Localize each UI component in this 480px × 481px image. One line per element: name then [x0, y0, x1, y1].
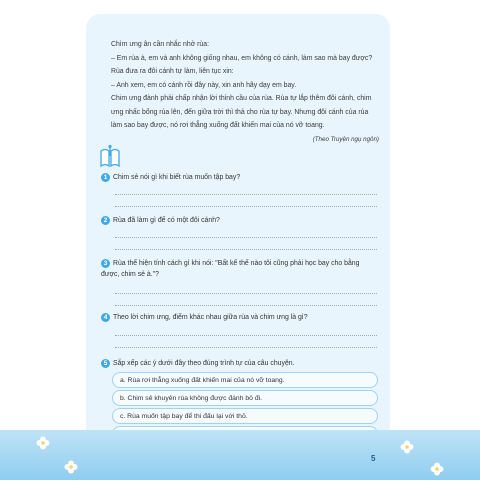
answer-line[interactable] — [115, 249, 377, 250]
story-source: (Theo Truyện ngụ ngôn) — [312, 135, 379, 143]
order-option-c[interactable]: c. Rùa muốn tập bay để thi đấu lại với thỏ. — [112, 408, 378, 424]
question-number: 3 — [101, 259, 110, 268]
question-number: 2 — [101, 216, 110, 225]
answer-line[interactable] — [115, 194, 377, 195]
question-number: 5 — [101, 359, 110, 368]
question-3 — [101, 258, 373, 281]
page-number: 5 — [371, 454, 376, 463]
story-paragraph: Chìm ưng ân cần nhắc nhở rùa: — [111, 41, 209, 48]
question-text: Rùa đã làm gì để có một đôi cánh? — [113, 217, 220, 224]
question-number: 1 — [101, 173, 110, 182]
question-text: Sắp xếp các ý dưới đây theo đúng trình tự của câu chuyện. — [113, 360, 295, 367]
flower-icon — [64, 460, 78, 474]
question-text: Rùa thể hiện tính cách gì khi nói: "Bất kể thế nào tôi cũng phải học bay cho bằng được, chim sẻ à."? — [101, 260, 360, 279]
answer-line[interactable] — [115, 237, 377, 238]
story-paragraph: – Anh xem, em có cánh rồi đây này, xin anh hãy dạy em bay. — [111, 81, 297, 89]
answer-line[interactable] — [115, 305, 377, 306]
story-paragraph: Rùa đưa ra đôi cánh tự làm, liên tục xin: — [111, 68, 234, 75]
answer-line[interactable] — [115, 335, 377, 336]
story-paragraph: Chim ưng đành phải chấp nhận lời thỉnh cầu của rùa. Rùa tự lắp thêm đôi cánh, chim ưng nhấc bổng rùa lên, đến giữa trời thì thả cho rùa tự bay. Nhưng đôi cánh của rùa làm sao bay được, nó rơi thẳng xuống đất khiến mai của nó vỡ toang. — [111, 95, 372, 129]
order-option-b[interactable]: b. Chim sẻ khuyên rùa không được đánh bỏ đi. — [112, 390, 378, 406]
flower-icon — [400, 440, 414, 454]
question-text: Theo lời chim ưng, điểm khác nhau giữa rùa và chim ưng là gì? — [113, 314, 308, 321]
question-text: Chim sẻ nói gì khi biết rùa muốn tập bay? — [113, 174, 241, 181]
story-paragraph: – Em rùa à, em và anh không giống nhau, em không có cánh, làm sao mà bay được? — [111, 54, 373, 62]
order-option-a[interactable]: a. Rùa rơi thẳng xuống đất khiến mai của nó vỡ toang. — [112, 372, 378, 388]
question-2 — [101, 216, 220, 225]
question-5 — [101, 359, 295, 368]
question-4 — [101, 313, 308, 322]
question-number: 4 — [101, 313, 110, 322]
answer-line[interactable] — [115, 293, 377, 294]
flower-icon — [430, 462, 444, 476]
story-text — [111, 38, 379, 146]
answer-line[interactable] — [115, 347, 377, 348]
answer-line[interactable] — [115, 206, 377, 207]
flower-icon — [36, 436, 50, 450]
book-icon — [96, 144, 124, 170]
question-1 — [101, 173, 240, 182]
